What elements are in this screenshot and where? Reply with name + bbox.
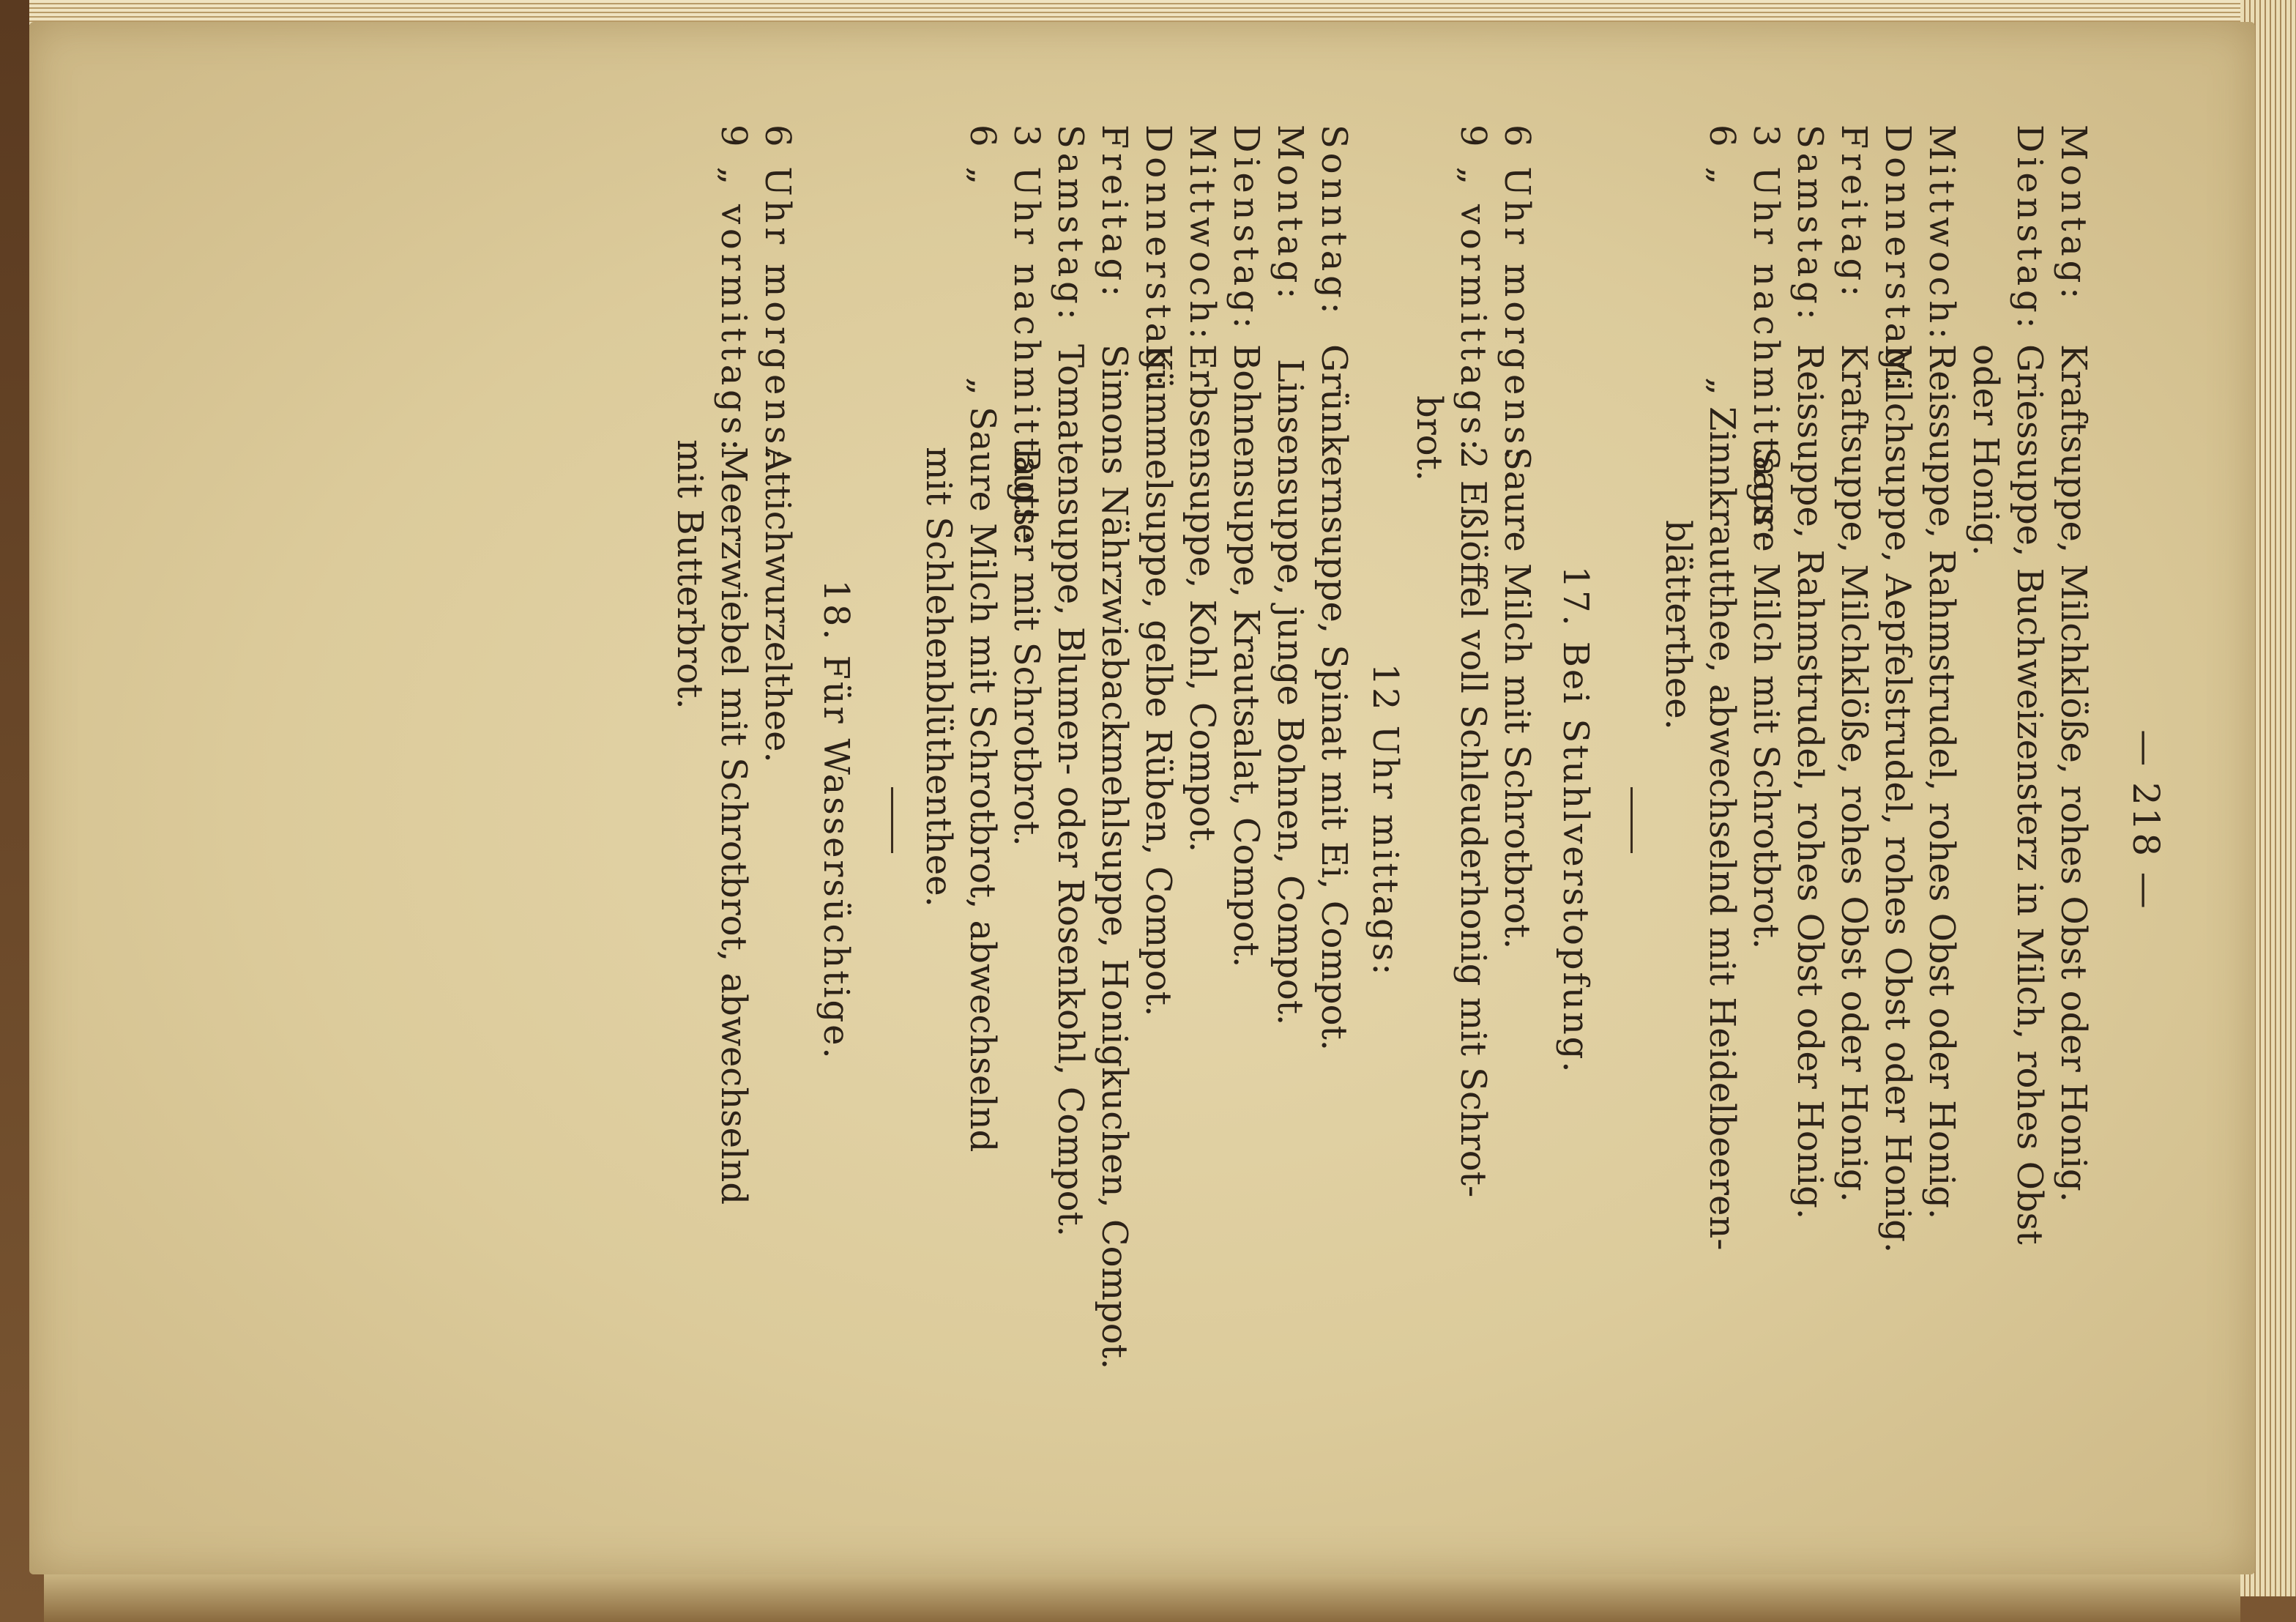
row-value: Saure Milch mit Schrotbrot. xyxy=(1745,447,1786,950)
row-value: 2 Eßlöffel voll Schleuderhonig mit Schrot- xyxy=(1453,447,1494,1198)
row-key: Freitag: xyxy=(1094,124,1135,301)
page-number xyxy=(2125,124,2167,1516)
section-heading: 18. Für Wassersüchtige. xyxy=(816,579,857,1061)
row-value: Tomatensuppe, Blumen- oder Rosenkohl, Compot. xyxy=(1050,344,1091,1238)
row-value: Saure Milch mit Schrotbrot. xyxy=(1496,447,1538,950)
page-edge-bottom xyxy=(44,1574,2240,1622)
section-heading: 17. Bei Stuhlverstopfung. xyxy=(1555,565,1596,1075)
row-value: Attichwurzelthee. xyxy=(757,447,798,763)
row-key: Montag: xyxy=(2053,124,2094,304)
row-key: 6 Uhr morgens: xyxy=(1496,124,1538,465)
page-text-block xyxy=(176,124,2167,1516)
row-value: Kraftsuppe, Milchklöße, rohes Obst oder Honig. xyxy=(1833,344,1874,1202)
row-continuation: oder Honig. xyxy=(1965,344,2006,557)
row-key: Freitag: xyxy=(1833,124,1874,301)
row-continuation: brot. xyxy=(1409,395,1450,482)
row-key: 3 Uhr nachmittags: xyxy=(1745,124,1786,546)
page-edge-top xyxy=(29,0,2248,25)
row-key: 9 „ vormittags: xyxy=(1453,124,1494,455)
row-value: „ Saure Milch mit Schrotbrot, abwechselnd xyxy=(962,377,1003,1153)
row-key: 6 „ xyxy=(1702,124,1742,189)
row-value: „ Zinnkrautthee, abwechselnd mit Heidelbeeren- xyxy=(1702,377,1742,1251)
row-key: Sonntag: xyxy=(1313,124,1354,319)
section-divider xyxy=(891,787,893,853)
row-value: Milchsuppe, Aepfelstrudel, rohes Obst oder Honig. xyxy=(1877,344,1918,1254)
row-key: Donnerstag: xyxy=(1138,124,1179,391)
row-value: Bohnensuppe, Krautsalat, Compot. xyxy=(1226,344,1267,968)
row-value: Butter mit Schrotbrot. xyxy=(1006,447,1047,847)
row-value: Linsensuppe, junge Bohnen, Compot. xyxy=(1270,359,1311,1026)
row-continuation: blätterthee. xyxy=(1658,520,1699,730)
row-key: Dienstag: xyxy=(2009,124,2050,333)
row-key: 9 „ vormittags: xyxy=(713,124,754,455)
row-key: Samstag: xyxy=(1789,124,1830,324)
row-value: Reissuppe, Rahmstrudel, rohes Obst oder Honig. xyxy=(1921,344,1962,1220)
page-number-text: — 218 — xyxy=(2125,729,2167,911)
section-divider xyxy=(1630,787,1633,853)
row-value: Simons Nährzwiebackmehlsuppe, Honigkuchen, Compot. xyxy=(1094,344,1135,1370)
row-continuation: mit Butterbrot. xyxy=(669,439,710,710)
row-key: 6 „ xyxy=(962,124,1003,189)
section-subheading: 12 Uhr mittags: xyxy=(1365,663,1406,978)
row-value: Erbsensuppe, Kohl, Compot. xyxy=(1182,344,1223,853)
row-key: Dienstag: xyxy=(1226,124,1267,333)
row-key: Mittwoch: xyxy=(1182,124,1223,343)
row-value: Griessuppe, Buchweizensterz in Milch, rohes Obst xyxy=(2009,344,2050,1245)
row-value: Meerzwiebel mit Schrotbrot, abwechselnd xyxy=(713,447,754,1205)
row-value: Grünkernsuppe, Spinat mit Ei, Compot. xyxy=(1313,344,1354,1052)
row-value: Kümmelsuppe, gelbe Rüben, Compot. xyxy=(1138,344,1179,1017)
row-value: Kraftsuppe, Milchklöße, rohes Obst oder Honig. xyxy=(2053,344,2094,1202)
row-key: Mittwoch: xyxy=(1921,124,1962,343)
row-key: 3 Uhr nachmittags: xyxy=(1006,124,1047,546)
row-value: Reissuppe, Rahmstrudel, rohes Obst oder Honig. xyxy=(1789,344,1830,1220)
row-key: Samstag: xyxy=(1050,124,1091,324)
row-key: Donnerstag: xyxy=(1877,124,1918,391)
row-key: Montag: xyxy=(1270,124,1311,304)
row-key: 6 Uhr morgens: xyxy=(757,124,798,465)
row-continuation: mit Schlehenblüthenthee. xyxy=(918,447,959,907)
